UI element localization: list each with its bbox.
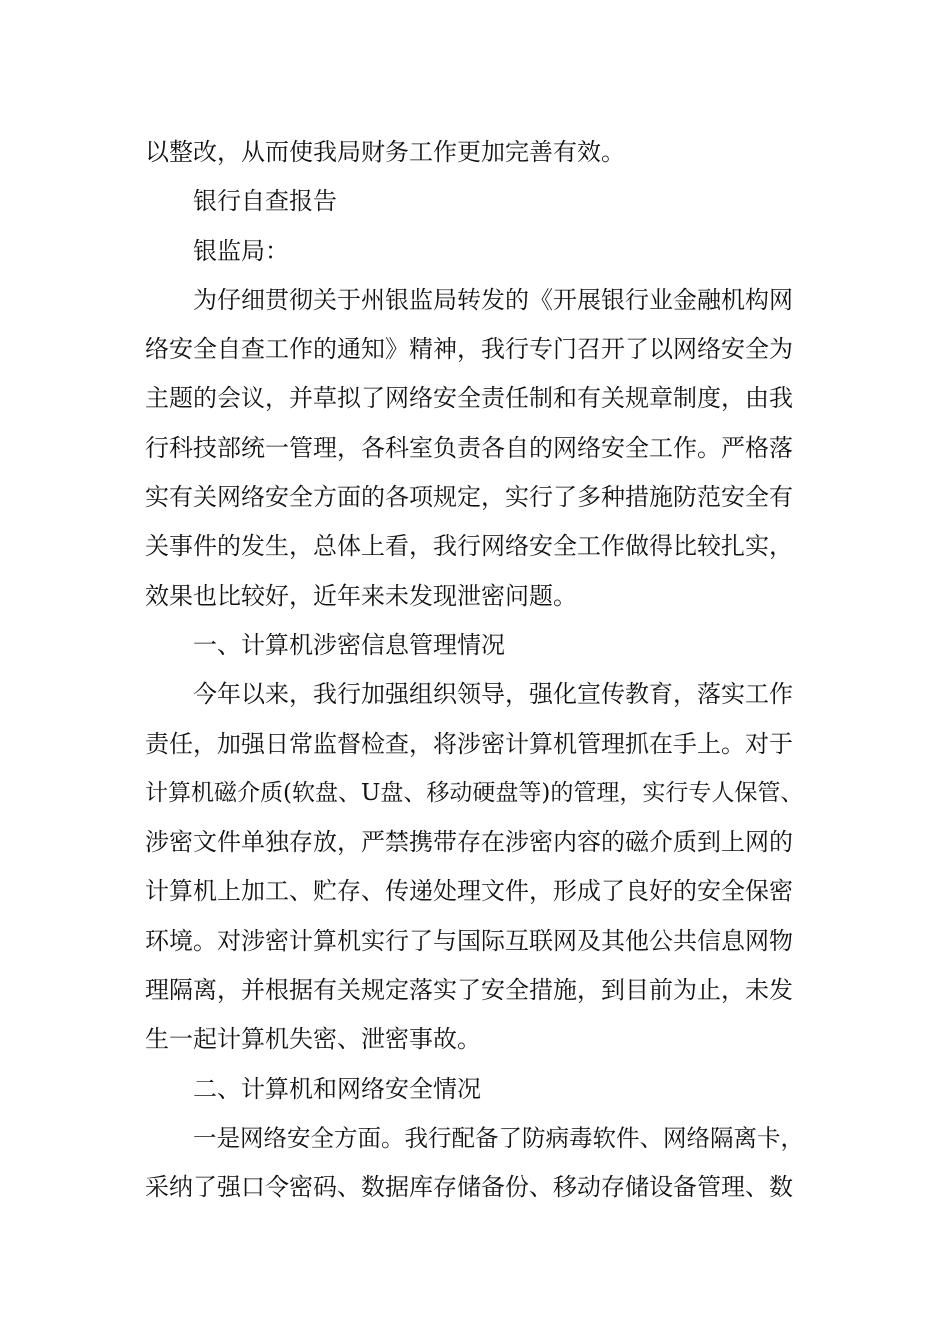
text-line: 责任，加强日常监督检查，将涉密计算机管理抓在手上。对于 xyxy=(145,729,793,758)
text-line: 实有关网络安全方面的各项规定，实行了多种措施防范安全有 xyxy=(145,483,793,512)
text-line: 银监局： xyxy=(193,236,289,265)
text-line: 一是网络安全方面。我行配备了防病毒软件、网络隔离卡， xyxy=(193,1123,804,1152)
text-line: 涉密文件单独存放，严禁携带存在涉密内容的磁介质到上网的 xyxy=(145,828,793,857)
text-line: 效果也比较好，近年来未发现泄密问题。 xyxy=(145,581,577,610)
text-line: 行科技部统一管理，各科室负责各自的网络安全工作。严格落 xyxy=(145,433,793,462)
text-line: 以整改，从而使我局财务工作更加完善有效。 xyxy=(145,138,625,166)
text-line: 络安全自查工作的通知》精神，我行专门召开了以网络安全为 xyxy=(145,335,793,364)
document-body xyxy=(145,128,810,1213)
text-line: 关事件的发生，总体上看，我行网络安全工作做得比较扎实， xyxy=(145,532,793,561)
text-line: 生一起计算机失密、泄密事故。 xyxy=(145,1025,481,1054)
text-line: 二、计算机和网络安全情况 xyxy=(193,1074,481,1103)
text-line: 采纳了强口令密码、数据库存储备份、移动存储设备管理、数 xyxy=(145,1173,793,1202)
text-line: 理隔离，并根据有关规定落实了安全措施，到目前为止，未发 xyxy=(145,976,793,1005)
text-line: 计算机磁介质(软盘、U盘、移动硬盘等)的管理，实行专人保管、 xyxy=(145,779,804,806)
text-line: 银行自查报告 xyxy=(193,187,337,216)
text-line: 主题的会议，并草拟了网络安全责任制和有关规章制度，由我 xyxy=(145,384,793,413)
text-line: 环境。对涉密计算机实行了与国际互联网及其他公共信息网物 xyxy=(145,926,793,955)
text-line: 今年以来，我行加强组织领导，强化宣传教育，落实工作 xyxy=(193,680,793,709)
text-line: 一、计算机涉密信息管理情况 xyxy=(193,630,505,659)
text-line: 计算机上加工、贮存、传递处理文件，形成了良好的安全保密 xyxy=(145,877,793,906)
text-line: 为仔细贯彻关于州银监局转发的《开展银行业金融机构网 xyxy=(193,285,793,314)
